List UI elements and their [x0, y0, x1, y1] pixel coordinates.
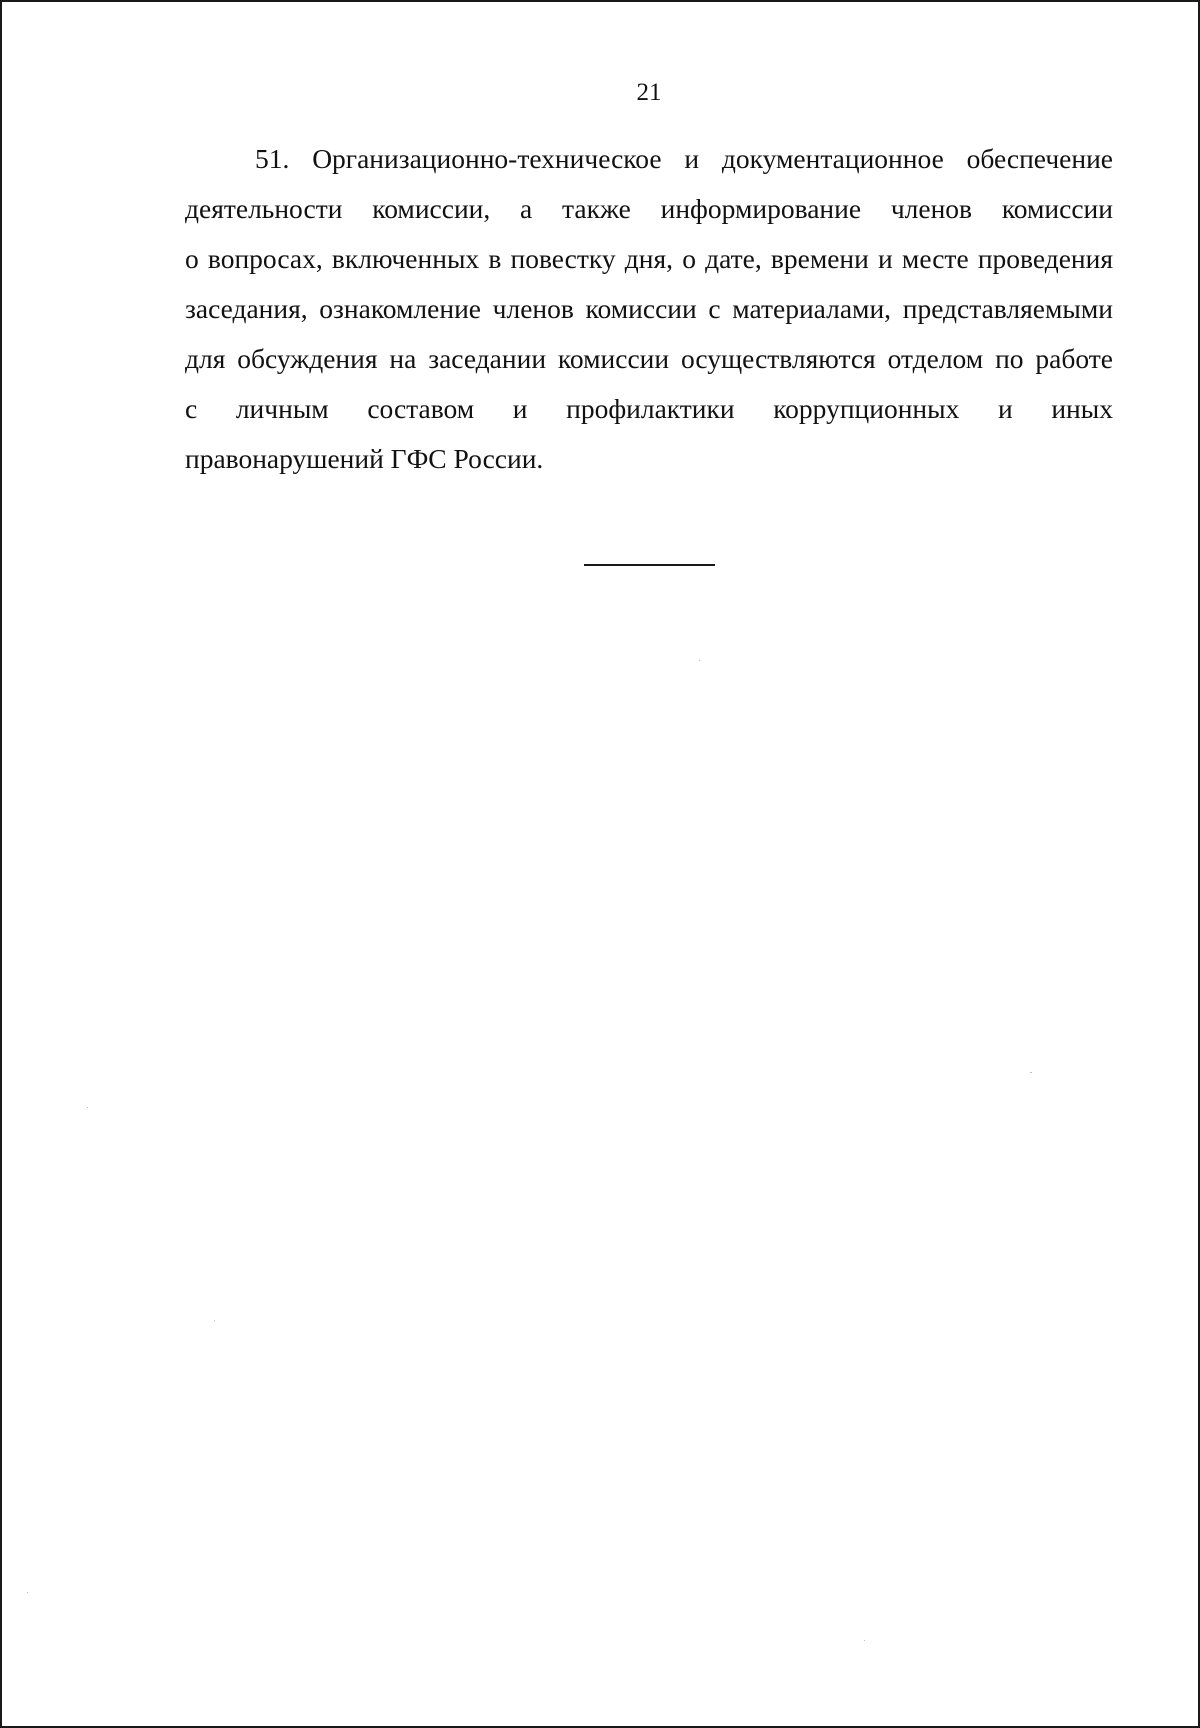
paragraph-line: деятельности комиссии, а также информирование членов комиссии — [185, 193, 1113, 224]
scan-speck — [214, 1320, 215, 1321]
paragraph-51 — [185, 134, 1113, 484]
paragraph-line: заседания, ознакомление членов комиссии с материалами, представляемыми — [185, 293, 1113, 324]
page-number: 21 — [636, 79, 662, 106]
paragraph-line: с личным составом и профилактики коррупционных и иных — [185, 393, 1113, 424]
scan-speck — [1030, 1072, 1032, 1073]
scan-speck — [87, 1107, 88, 1108]
paragraph-line: правонарушений ГФС России. — [185, 443, 544, 474]
paragraph-line: 51. Организационно-техническое и документационное обеспечение — [255, 143, 1113, 174]
paragraph-line: о вопросах, включенных в повестку дня, о дате, времени и месте проведения — [185, 243, 1113, 274]
scan-speck — [864, 1640, 865, 1641]
paragraph-line: для обсуждения на заседании комиссии осуществляются отделом по работе — [185, 343, 1113, 374]
scan-speck — [699, 660, 700, 661]
scan-speck — [27, 1592, 28, 1593]
end-of-text-divider — [584, 564, 715, 566]
